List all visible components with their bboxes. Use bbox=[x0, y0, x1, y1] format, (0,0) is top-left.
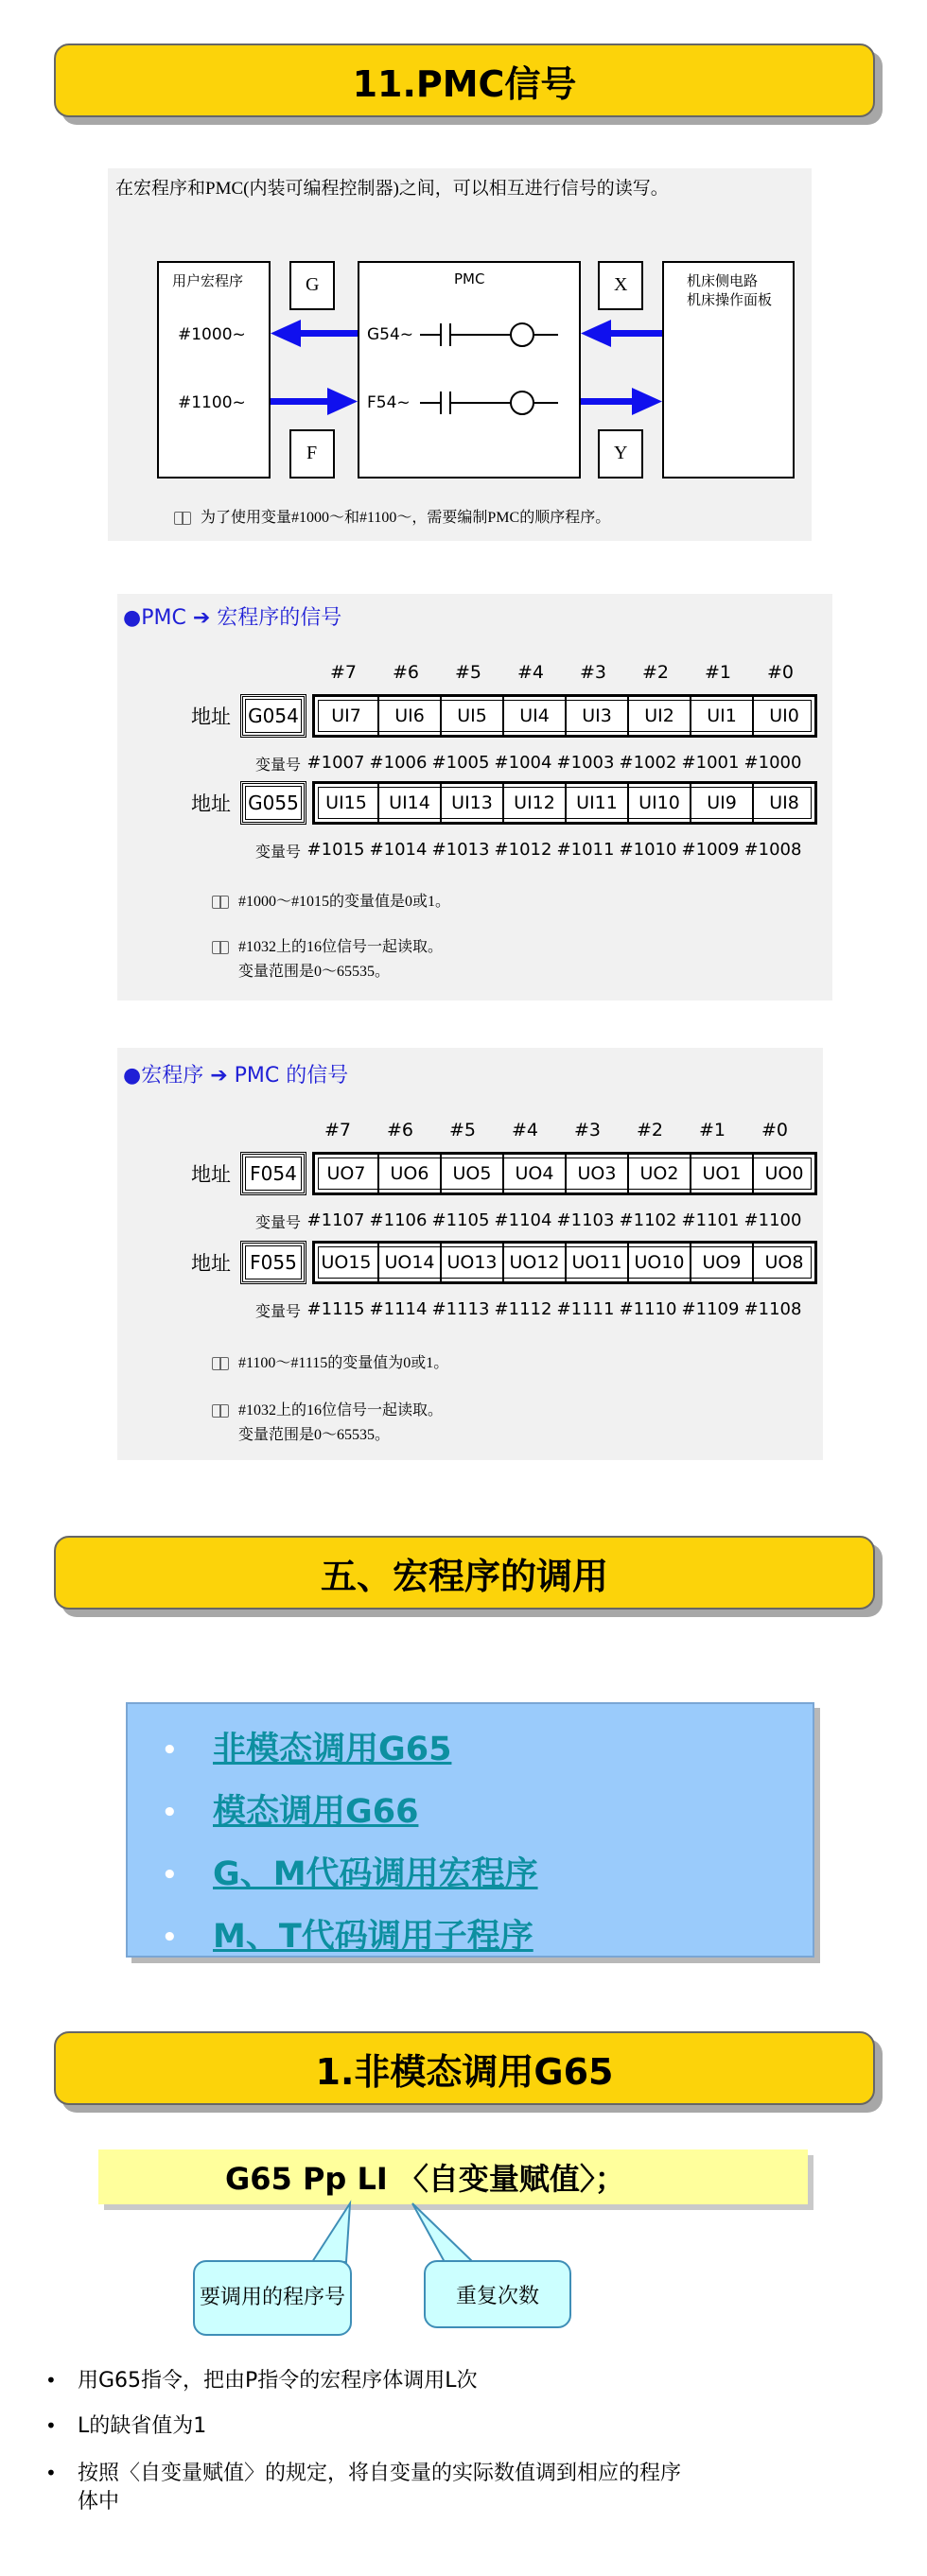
signal-cell: UI13 bbox=[440, 784, 502, 822]
section-banner-pmc-signal bbox=[54, 44, 875, 117]
banner-title: 五、宏程序的调用 bbox=[320, 1555, 608, 1597]
signal-cell: UI5 bbox=[440, 697, 502, 735]
variable-number: #1100 bbox=[743, 1210, 802, 1230]
book-icon bbox=[212, 896, 229, 909]
signal-cell: UO5 bbox=[440, 1155, 502, 1192]
bullet-item: • 按照〈自变量赋值〉的规定，将自变量的实际数值调到相应的程序 bbox=[45, 2462, 682, 2485]
f-label: F bbox=[306, 443, 318, 463]
diagram-note: 为了使用变量#1000～和#1100～，需要编制PMC的顺序程序。 bbox=[174, 505, 610, 527]
bit-header bbox=[306, 1120, 806, 1140]
variable-number: #1108 bbox=[743, 1299, 802, 1319]
f54-label: F54~ bbox=[367, 393, 411, 412]
signal-cell: UO11 bbox=[565, 1244, 627, 1281]
macro-to-pmc-title: ●宏程序 ➔ PMC 的信号 bbox=[123, 1064, 349, 1088]
arrow-right-icon: ➔ bbox=[192, 606, 211, 630]
user-macro-label: 用户宏程序 bbox=[172, 274, 244, 289]
variable-number: #1115 bbox=[306, 1299, 365, 1319]
signal-cells bbox=[312, 694, 817, 738]
signal-cell: UI4 bbox=[502, 697, 565, 735]
variable-number: #1114 bbox=[369, 1299, 428, 1319]
bit-label: #4 bbox=[516, 662, 544, 683]
variable-number: #1104 bbox=[494, 1210, 552, 1230]
signal-cell: UO7 bbox=[326, 1163, 366, 1184]
menu-item-g65[interactable]: • 非模态调用G65 bbox=[162, 1731, 452, 1768]
bit-label: #1 bbox=[704, 662, 731, 683]
bullet-continuation: 体中 bbox=[78, 2490, 120, 2514]
callout-repeat-count: 重复次数 bbox=[424, 2260, 571, 2328]
signal-cell: UO9 bbox=[690, 1244, 752, 1281]
signal-cell: UI12 bbox=[502, 784, 565, 822]
signal-cell: UO8 bbox=[752, 1244, 814, 1281]
signal-cell: UI0 bbox=[752, 697, 814, 735]
menu-item-g66[interactable]: • 模态调用G66 bbox=[162, 1793, 419, 1831]
signal-cell: UI15 bbox=[325, 792, 367, 813]
menu-link[interactable]: G、M代码调用宏程序 bbox=[213, 1855, 538, 1893]
book-icon bbox=[212, 1404, 229, 1418]
variable-number: #1010 bbox=[619, 840, 677, 860]
variable-number: #1113 bbox=[431, 1299, 490, 1319]
variable-number: #1004 bbox=[494, 753, 552, 773]
var-row-2 bbox=[191, 1299, 804, 1321]
variable-number: #1012 bbox=[494, 840, 552, 860]
note-1: #1100～#1115的变量值为0或1。 bbox=[212, 1350, 448, 1372]
diagram-intro: 在宏程序和PMC(内装可编程控制器)之间，可以相互进行信号的读写。 bbox=[115, 179, 669, 199]
signal-cell: UO12 bbox=[502, 1244, 565, 1281]
bit-label: #1 bbox=[698, 1120, 726, 1140]
var-row-1 bbox=[191, 1210, 804, 1232]
book-icon bbox=[212, 1357, 229, 1370]
g65-syntax: G65 Pp LI 〈自变量赋值〉； bbox=[225, 2161, 625, 2197]
signal-cell: UO1 bbox=[690, 1155, 752, 1192]
arrow-to-macro bbox=[271, 320, 301, 347]
var-1000-label: #1000~ bbox=[178, 325, 246, 344]
menu-item-mt-code[interactable]: • M、T代码调用子程序 bbox=[162, 1918, 533, 1956]
signal-cells bbox=[312, 1152, 817, 1195]
variable-number: #1112 bbox=[494, 1299, 552, 1319]
banner-title: 1.非模态调用G65 bbox=[315, 2050, 614, 2093]
var-caption: 变量号 bbox=[255, 1215, 302, 1231]
pmc-to-macro-title: ●PMC ➔ 宏程序的信号 bbox=[123, 606, 342, 630]
variable-number: #1011 bbox=[556, 840, 615, 860]
signal-cell: UI14 bbox=[377, 784, 440, 822]
signal-cell: UI11 bbox=[565, 784, 627, 822]
menu-link[interactable]: 非模态调用G65 bbox=[213, 1731, 452, 1768]
variable-number: #1002 bbox=[619, 753, 677, 773]
machine-panel-label: 机床操作面板 bbox=[687, 293, 773, 308]
variable-number: #1007 bbox=[306, 753, 365, 773]
variable-number: #1003 bbox=[556, 753, 615, 773]
address-row-f055: 地址 F055 UO15 UO14 UO13 UO12 UO11 UO10 UO9 UO8 bbox=[191, 1241, 817, 1284]
var-caption: 变量号 bbox=[255, 1304, 302, 1320]
var-row-2 bbox=[191, 840, 804, 862]
signal-cells bbox=[312, 781, 817, 825]
pmc-to-macro-panel bbox=[117, 594, 832, 1001]
signal-cell: UO15 bbox=[321, 1252, 372, 1273]
bit-label: #6 bbox=[392, 662, 419, 683]
bit-label: #4 bbox=[511, 1120, 538, 1140]
signal-cell: UI6 bbox=[377, 697, 440, 735]
variable-number: #1001 bbox=[681, 753, 740, 773]
signal-cell: UO0 bbox=[752, 1155, 814, 1192]
signal-cell: UO13 bbox=[440, 1244, 502, 1281]
bit-label: #5 bbox=[448, 1120, 476, 1140]
bit-label: #3 bbox=[579, 662, 606, 683]
variable-number: #1006 bbox=[369, 753, 428, 773]
note-2: #1032上的16位信号一起读取。 bbox=[212, 934, 443, 956]
macro-to-pmc-panel bbox=[117, 1048, 823, 1460]
variable-number: #1009 bbox=[681, 840, 740, 860]
menu-item-gm-code[interactable]: • G、M代码调用宏程序 bbox=[162, 1855, 538, 1893]
signal-cell: UI2 bbox=[627, 697, 690, 735]
callout-program-number: 要调用的程序号 bbox=[193, 2260, 352, 2336]
bit-label: #2 bbox=[636, 1120, 663, 1140]
variable-number: #1000 bbox=[743, 753, 802, 773]
bit-label: #7 bbox=[329, 662, 357, 683]
address-box: F055 bbox=[240, 1241, 306, 1284]
variable-number: #1106 bbox=[369, 1210, 428, 1230]
x-label: X bbox=[614, 274, 628, 295]
note-2: #1032上的16位信号一起读取。 bbox=[212, 1398, 443, 1419]
bit-label: #6 bbox=[386, 1120, 413, 1140]
machine-side-label: 机床侧电路 bbox=[687, 274, 759, 289]
section-banner-macro-call bbox=[54, 1536, 875, 1610]
section-banner-g65 bbox=[54, 2031, 875, 2105]
variable-number: #1107 bbox=[306, 1210, 365, 1230]
note-2b: 变量范围是0～65535。 bbox=[238, 1427, 391, 1443]
note-2b: 变量范围是0～65535。 bbox=[238, 964, 391, 980]
book-icon bbox=[212, 941, 229, 954]
var-caption: 变量号 bbox=[255, 844, 302, 861]
pmc-label: PMC bbox=[454, 270, 485, 287]
arrow-right-icon: ➔ bbox=[210, 1064, 228, 1088]
bit-label: #5 bbox=[454, 662, 481, 683]
signal-cell: UI10 bbox=[627, 784, 690, 822]
address-box: F054 bbox=[240, 1152, 306, 1195]
bit-label: #3 bbox=[573, 1120, 601, 1140]
variable-number: #1008 bbox=[743, 840, 802, 860]
signal-cell: UI7 bbox=[331, 705, 361, 726]
menu-link[interactable]: 模态调用G66 bbox=[213, 1793, 419, 1831]
y-label: Y bbox=[614, 443, 628, 463]
variable-number: #1110 bbox=[619, 1299, 677, 1319]
variable-number: #1014 bbox=[369, 840, 428, 860]
signal-cells bbox=[312, 1241, 817, 1284]
signal-cell: UO6 bbox=[377, 1155, 440, 1192]
bit-label: #7 bbox=[324, 1120, 351, 1140]
banner-title: 11.PMC信号 bbox=[352, 62, 577, 105]
variable-number: #1103 bbox=[556, 1210, 615, 1230]
var-caption: 变量号 bbox=[255, 757, 302, 774]
signal-cell: UI9 bbox=[690, 784, 752, 822]
menu-link[interactable]: M、T代码调用子程序 bbox=[213, 1918, 533, 1956]
signal-cell: UO2 bbox=[627, 1155, 690, 1192]
g54-label: G54~ bbox=[367, 325, 414, 344]
book-icon bbox=[174, 512, 191, 525]
bit-label: #0 bbox=[766, 662, 794, 683]
g65-syntax-bar bbox=[98, 2150, 808, 2204]
variable-number: #1013 bbox=[431, 840, 490, 860]
address-row-f054: 地址 F054 UO7 UO6 UO5 UO4 UO3 UO2 UO1 UO0 bbox=[191, 1152, 817, 1195]
note-1: #1000～#1015的变量值是0或1。 bbox=[212, 889, 450, 911]
variable-number: #1105 bbox=[431, 1210, 490, 1230]
signal-cell: UO4 bbox=[502, 1155, 565, 1192]
address-row-g055: 地址 G055 UI15 UI14 UI13 UI12 UI11 UI10 UI9 UI8 bbox=[191, 781, 817, 825]
address-box: G055 bbox=[240, 781, 306, 825]
bit-label: #2 bbox=[641, 662, 669, 683]
signal-cell: UO3 bbox=[565, 1155, 627, 1192]
signal-cell: UO10 bbox=[627, 1244, 690, 1281]
signal-cell: UI1 bbox=[690, 697, 752, 735]
signal-cell: UI3 bbox=[565, 697, 627, 735]
variable-number: #1109 bbox=[681, 1299, 740, 1319]
bullet-item: • L的缺省值为1 bbox=[45, 2414, 207, 2438]
g-label: G bbox=[306, 274, 320, 295]
bit-label: #0 bbox=[761, 1120, 788, 1140]
variable-number: #1102 bbox=[619, 1210, 677, 1230]
signal-cell: UI8 bbox=[752, 784, 814, 822]
var-row-1 bbox=[191, 753, 804, 775]
address-row-g054: 地址 G054 UI7 UI6 UI5 UI4 UI3 UI2 UI1 UI0 bbox=[191, 694, 817, 738]
signal-cell: UO14 bbox=[377, 1244, 440, 1281]
var-1100-label: #1100~ bbox=[178, 393, 246, 412]
bit-header bbox=[312, 662, 812, 683]
bullet-item: • 用G65指令，把由P指令的宏程序体调用L次 bbox=[45, 2369, 478, 2393]
variable-number: #1005 bbox=[431, 753, 490, 773]
variable-number: #1101 bbox=[681, 1210, 740, 1230]
variable-number: #1111 bbox=[556, 1299, 615, 1319]
macro-call-menu bbox=[126, 1702, 814, 1958]
pmc-diagram-panel bbox=[108, 168, 812, 541]
signal-arrows-svg bbox=[108, 168, 812, 541]
variable-number: #1015 bbox=[306, 840, 365, 860]
address-box: G054 bbox=[240, 694, 306, 738]
